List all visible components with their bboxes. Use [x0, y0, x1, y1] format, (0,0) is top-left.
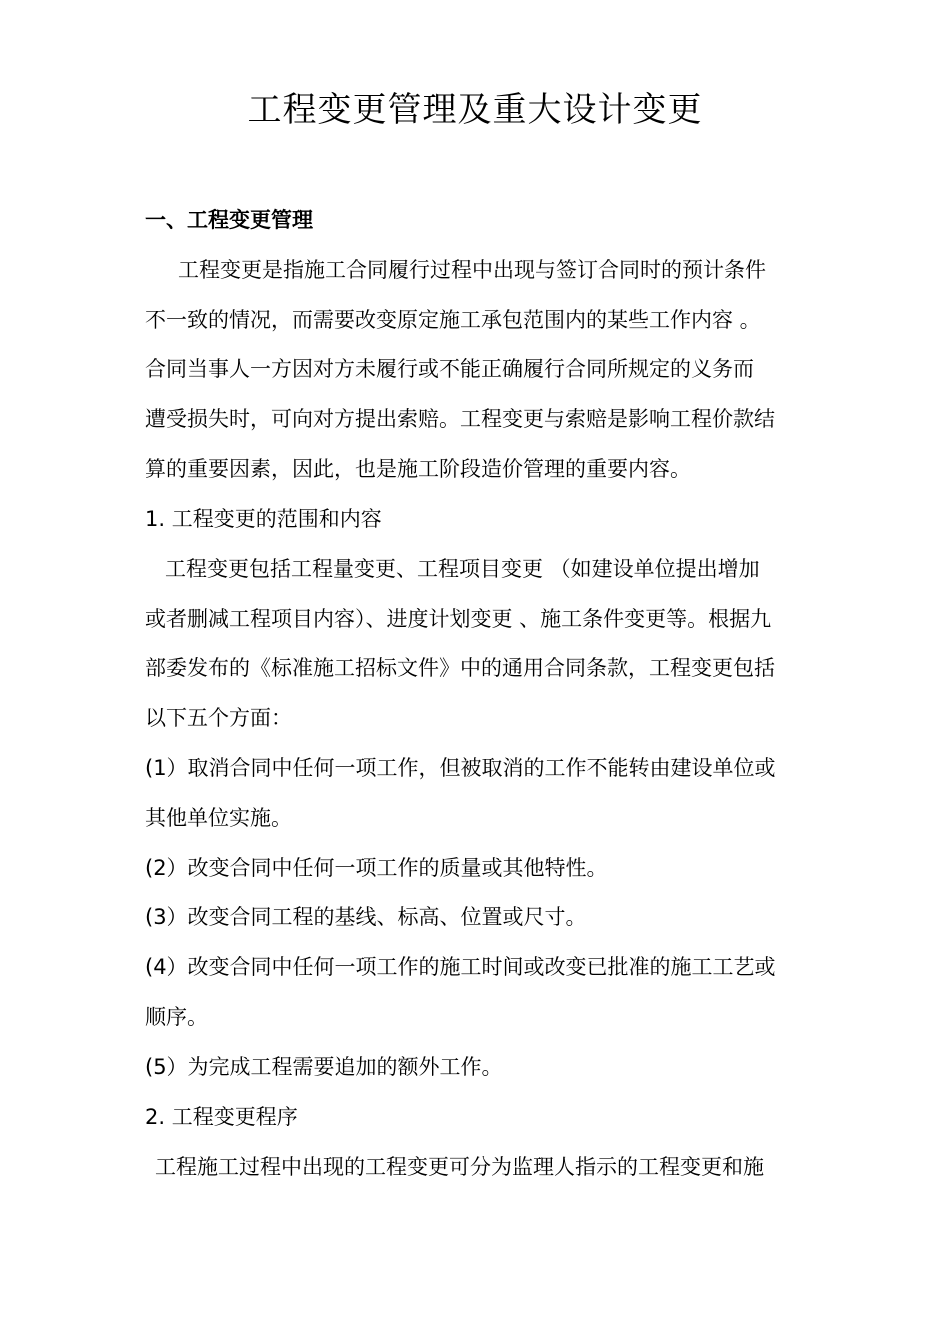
paragraph-line: 不一致的情况，而需要改变原定施工承包范围内的某些工作内容 。 — [145, 308, 761, 332]
subsection-heading: 1. 工程变更的范围和内容 — [145, 507, 382, 531]
paragraph-line: 合同当事人一方因对方未履行或不能正确履行合同所规定的义务而 — [145, 357, 754, 381]
section-heading: 一、工程变更管理 — [145, 208, 313, 232]
list-item-continuation: 其他单位实施。 — [145, 806, 292, 830]
subsection-heading: 2. 工程变更程序 — [145, 1105, 298, 1129]
list-item-continuation: 顺序。 — [145, 1005, 208, 1029]
document-title: 工程变更管理及重大设计变更 — [247, 90, 703, 130]
paragraph-line: 工程变更是指施工合同履行过程中出现与签订合同时的预计条件 — [178, 258, 766, 282]
list-item: (4）改变合同中任何一项工作的施工时间或改变已批准的施工工艺或 — [145, 955, 776, 979]
paragraph-line: 算的重要因素，因此，也是施工阶段造价管理的重要内容。 — [145, 457, 691, 481]
paragraph-line: 或者删减工程项目内容）、进度计划变更 、施工条件变更等。根据九 — [145, 607, 772, 631]
paragraph-line: 工程施工过程中出现的工程变更可分为监理人指示的工程变更和施 — [155, 1155, 764, 1179]
paragraph-line: 遭受损失时，可向对方提出索赔。工程变更与索赔是影响工程价款结 — [145, 407, 775, 431]
paragraph-line: 以下五个方面： — [145, 706, 292, 730]
paragraph-line: 工程变更包括工程量变更、工程项目变更 （如建设单位提出增加 — [165, 557, 760, 581]
list-item: (5）为完成工程需要追加的额外工作。 — [145, 1055, 503, 1079]
list-item: (3）改变合同工程的基线、标高、位置或尺寸。 — [145, 905, 587, 929]
paragraph-line: 部委发布的《标准施工招标文件》中的通用合同条款，工程变更包括 — [145, 656, 775, 680]
list-item: (2）改变合同中任何一项工作的质量或其他特性。 — [145, 856, 608, 880]
list-item: (1）取消合同中任何一项工作，但被取消的工作不能转由建设单位或 — [145, 756, 776, 780]
